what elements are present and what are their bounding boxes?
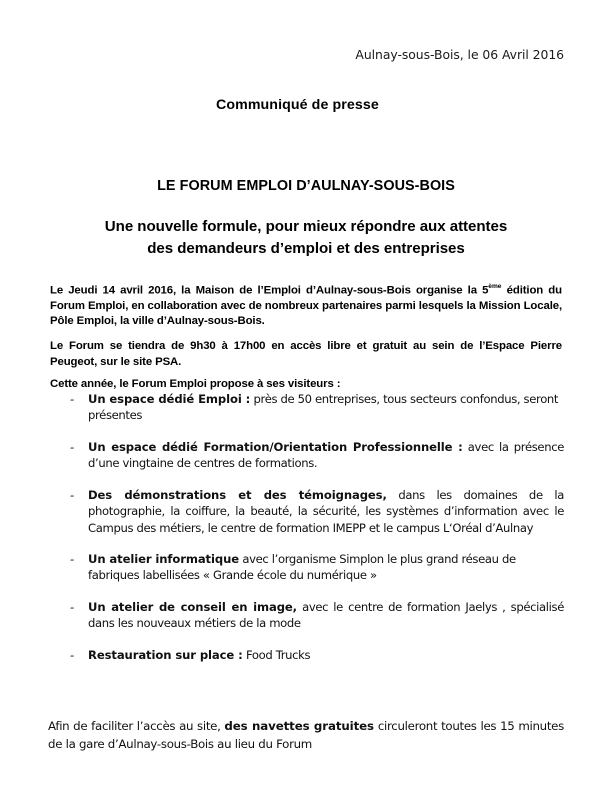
bullet-dash-icon: - [70, 648, 74, 663]
bullet-dash-icon: - [70, 392, 74, 406]
list-item [0, 439, 612, 472]
intro-paragraph-1 [50, 279, 562, 329]
intro-paragraph-2: Le Forum se tiendra de 9h30 à 17h00 en accès libre et gratuit au sein de l’Espace Pierre Peugeot, sur le site PSA. [50, 340, 562, 368]
list-item [0, 391, 612, 424]
list-item-text: dans les domaines de la photographie, la coiffure, la beauté, la sécurité, les systèmes d’information avec le Campus des métiers, le centre de formation IMEPP et le campus L‘Oréal d’Aulnay [88, 488, 564, 535]
bullet-dash-icon: - [70, 488, 74, 503]
closing-text-after: circuleront toutes les 15 minutes de la gare d’Aulnay-sous-Bois au lieu du Forum [48, 718, 564, 751]
page-subtitle-line-2: des demandeurs d’emploi et des entreprises [147, 239, 465, 257]
list-item-text: avec le centre de formation Jaelys , spécialisé dans les nouveaux métiers de la mode [88, 599, 564, 630]
list-item-lead: Un atelier informatique [88, 552, 239, 567]
list-item [0, 647, 612, 663]
list-item-text: Food Trucks [242, 648, 311, 663]
list-item-text: avec la présence d’une vingtaine de centres de formations. [88, 439, 564, 470]
list-item-lead: Un atelier de conseil en image, [88, 599, 297, 614]
page-subtitle-line-1: Une nouvelle formule, pour mieux répondre aux attentes [104, 218, 508, 235]
ordinal-suffix: ème [488, 283, 502, 291]
closing-text-before: Afin de faciliter l’accès au site, [48, 718, 225, 733]
intro-paragraph-1-part-a: Le Jeudi 14 avril 2016, la Maison de l’Emploi d’Aulnay-sous-Bois organise la 5 [50, 284, 489, 297]
list-item-lead: Restauration sur place : [88, 648, 243, 663]
bullet-dash-icon: - [70, 439, 74, 454]
list-item [0, 487, 612, 536]
press-release-label: Communiqué de presse [216, 97, 379, 113]
page-subtitle [46, 216, 566, 259]
list-item [0, 599, 612, 632]
date-line: Aulnay-sous-Bois, le 06 Avril 2016 [355, 47, 564, 62]
list-item-lead: Un espace dédié Emploi : [88, 392, 251, 406]
bullet-dash-icon: - [70, 552, 74, 567]
list-item [0, 551, 612, 584]
list-item-lead: Des démonstrations et des témoignages, [88, 488, 387, 503]
offer-list [0, 391, 612, 664]
list-item-text: près de 50 entreprises, tous secteurs confondus, seront présentes [88, 392, 559, 423]
intro-paragraph-1-part-b: édition du Forum Emploi, en collaboration avec de nombreux partenaires parmi lesquels la Mission Locale, Pôle Emploi, la ville d’Aulnay-sous-Bois. [50, 284, 562, 328]
intro-paragraph-3: Cette année, le Forum Emploi propose à ses visiteurs : [50, 378, 341, 391]
page-title: LE FORUM EMPLOI D’AULNAY-SOUS-BOIS [157, 178, 455, 194]
list-item-lead: Un espace dédié Formation/Orientation Professionnelle : [88, 439, 463, 454]
bullet-dash-icon: - [70, 599, 74, 614]
closing-paragraph [48, 717, 564, 753]
closing-text-emphasis: des navettes gratuites [224, 718, 374, 733]
list-item-text: avec l’organisme Simplon le plus grand réseau de fabriques labellisées « Grande école du numérique » [88, 552, 516, 583]
